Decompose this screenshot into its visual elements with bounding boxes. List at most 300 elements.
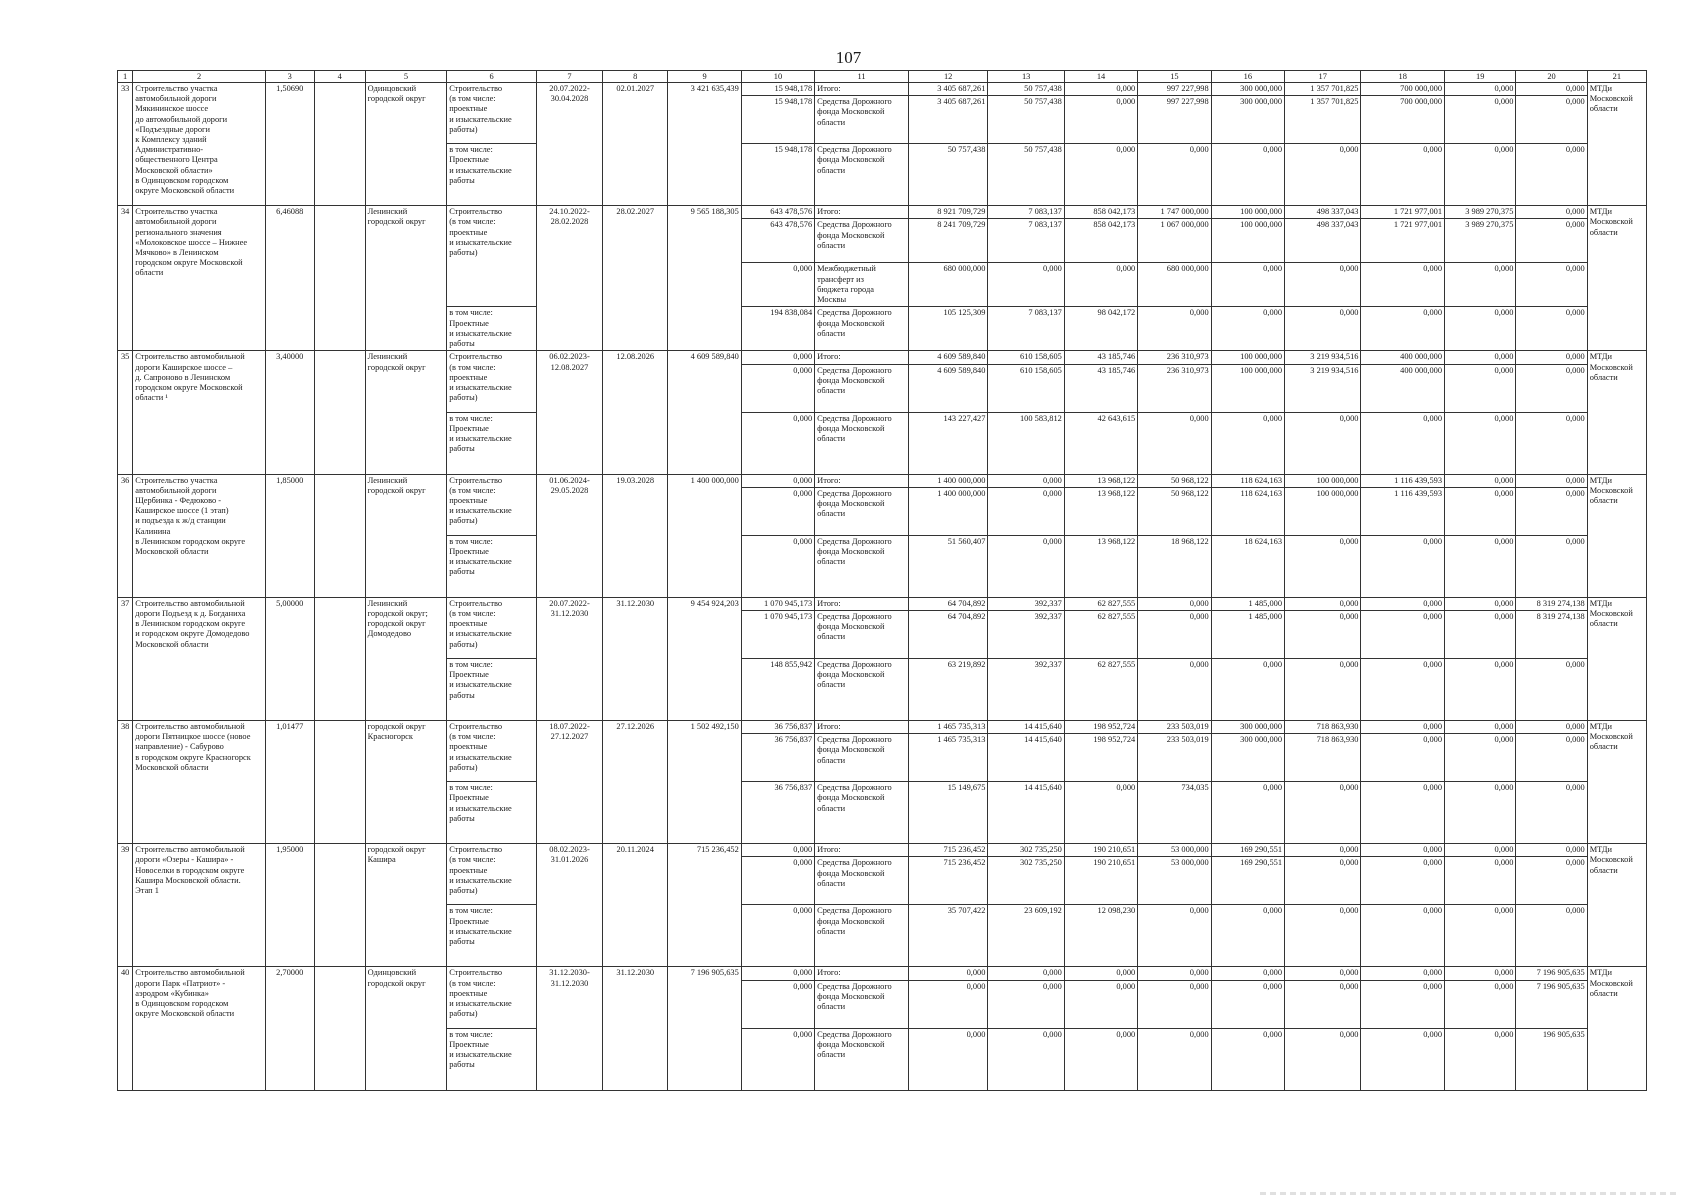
funding-source: Итого: (815, 351, 909, 364)
amount-cell: 0,000 (1516, 206, 1587, 219)
amount-cell: 50 757,438 (988, 144, 1064, 206)
amount-cell: 1 465 735,313 (908, 734, 988, 782)
amount-cell: 997 227,998 (1138, 96, 1211, 144)
table-row (118, 721, 1647, 734)
amount-cell: 0,000 (1211, 307, 1284, 351)
amount-cell: 0,000 (1445, 1028, 1516, 1090)
amount-cell: 0,000 (1516, 844, 1587, 857)
amount-cell: 169 290,551 (1211, 844, 1284, 857)
funded-before: 194 838,084 (741, 307, 814, 351)
funded-before: 0,000 (741, 967, 814, 980)
road-length: 1,85000 (265, 474, 314, 597)
column-number: 21 (1587, 71, 1646, 83)
customer: МТДи Московской области (1587, 967, 1646, 1090)
column-4 (314, 83, 365, 206)
work-type: Строительство (в том числе: проектные и изыскательские работы) (447, 844, 537, 905)
scan-artifact (1260, 1192, 1680, 1195)
amount-cell: 0,000 (1516, 364, 1587, 412)
amount-cell: 0,000 (1361, 144, 1445, 206)
amount-cell: 64 704,892 (908, 611, 988, 659)
funded-before: 0,000 (741, 474, 814, 487)
amount-cell: 300 000,000 (1211, 96, 1284, 144)
amount-cell: 3 219 934,516 (1285, 364, 1361, 412)
amount-cell: 0,000 (988, 1028, 1064, 1090)
funding-source: Средства Дорожного фонда Московской области (815, 96, 909, 144)
funding-source: Средства Дорожного фонда Московской области (815, 487, 909, 535)
amount-cell: 35 707,422 (908, 905, 988, 967)
funding-source: Средства Дорожного фонда Московской области (815, 412, 909, 474)
row-number: 39 (118, 844, 133, 967)
amount-cell: 0,000 (1445, 412, 1516, 474)
column-4 (314, 967, 365, 1090)
amount-cell: 0,000 (1138, 1028, 1211, 1090)
customer: МТДи Московской области (1587, 206, 1646, 351)
amount-cell: 0,000 (1445, 96, 1516, 144)
amount-cell: 0,000 (1516, 782, 1587, 844)
amount-cell: 300 000,000 (1211, 734, 1284, 782)
amount-cell: 400 000,000 (1361, 364, 1445, 412)
row-number: 35 (118, 351, 133, 474)
estimated-cost: 3 421 635,439 (668, 83, 741, 206)
work-type: в том числе: Проектные и изыскательские работы (447, 144, 537, 206)
funded-before: 0,000 (741, 412, 814, 474)
amount-cell: 13 968,122 (1064, 535, 1137, 597)
funded-before: 0,000 (741, 857, 814, 905)
amount-cell: 0,000 (1445, 611, 1516, 659)
implementation-period: 18.07.2022- 27.12.2027 (536, 721, 602, 844)
column-number: 9 (668, 71, 741, 83)
commissioning-date: 31.12.2030 (603, 597, 668, 720)
amount-cell: 4 609 589,840 (908, 364, 988, 412)
amount-cell: 8 319 274,138 (1516, 597, 1587, 610)
amount-cell: 0,000 (988, 263, 1064, 307)
object-name: Строительство автомобильной дороги «Озеры - Кашира» - Новоселки в городском округе Кашира Московской области. Этап 1 (133, 844, 266, 967)
amount-cell: 0,000 (1138, 144, 1211, 206)
amount-cell: 7 083,137 (988, 307, 1064, 351)
amount-cell: 0,000 (1516, 487, 1587, 535)
amount-cell: 0,000 (1516, 96, 1587, 144)
amount-cell: 3 405 687,261 (908, 96, 988, 144)
column-number: 8 (603, 71, 668, 83)
amount-cell: 0,000 (1516, 307, 1587, 351)
funding-source: Итого: (815, 474, 909, 487)
funded-before: 643 478,576 (741, 219, 814, 263)
amount-cell: 0,000 (1445, 307, 1516, 351)
amount-cell: 0,000 (1516, 905, 1587, 967)
investment-program-table (117, 70, 1647, 1091)
work-type: Строительство (в том числе: проектные и изыскательские работы) (447, 206, 537, 307)
funding-source: Итого: (815, 206, 909, 219)
amount-cell: 0,000 (908, 1028, 988, 1090)
amount-cell: 63 219,892 (908, 659, 988, 721)
amount-cell: 0,000 (1516, 219, 1587, 263)
funding-source: Итого: (815, 83, 909, 96)
customer: МТДи Московской области (1587, 844, 1646, 967)
funding-source: Итого: (815, 844, 909, 857)
amount-cell: 12 098,230 (1064, 905, 1137, 967)
amount-cell: 1 747 000,000 (1138, 206, 1211, 219)
amount-cell: 233 503,019 (1138, 734, 1211, 782)
table-row (118, 351, 1647, 364)
implementation-period: 06.02.2023- 12.08.2027 (536, 351, 602, 474)
amount-cell: 1 485,000 (1211, 597, 1284, 610)
column-number: 15 (1138, 71, 1211, 83)
funding-source: Средства Дорожного фонда Московской области (815, 1028, 909, 1090)
amount-cell: 100 000,000 (1285, 474, 1361, 487)
amount-cell: 100 000,000 (1211, 206, 1284, 219)
amount-cell: 0,000 (1361, 307, 1445, 351)
amount-cell: 105 125,309 (908, 307, 988, 351)
amount-cell: 0,000 (1445, 144, 1516, 206)
amount-cell: 0,000 (1211, 263, 1284, 307)
amount-cell: 0,000 (1516, 474, 1587, 487)
amount-cell: 858 042,173 (1064, 219, 1137, 263)
object-name: Строительство участка автомобильной дороги регионального значения «Молоковское шоссе – Нижнее Мячково» в Ленинском городском округе Московской области (133, 206, 266, 351)
amount-cell: 14 415,640 (988, 734, 1064, 782)
funded-before: 36 756,837 (741, 782, 814, 844)
amount-cell: 0,000 (1285, 659, 1361, 721)
commissioning-date: 02.01.2027 (603, 83, 668, 206)
amount-cell: 0,000 (1361, 721, 1445, 734)
table-row (118, 474, 1647, 487)
amount-cell: 7 196 905,635 (1516, 980, 1587, 1028)
amount-cell: 0,000 (1285, 144, 1361, 206)
commissioning-date: 12.08.2026 (603, 351, 668, 474)
amount-cell: 0,000 (1138, 412, 1211, 474)
district: Одинцовский городской округ (365, 83, 447, 206)
amount-cell: 0,000 (1445, 535, 1516, 597)
amount-cell: 118 624,163 (1211, 487, 1284, 535)
amount-cell: 0,000 (1361, 857, 1445, 905)
funding-source: Средства Дорожного фонда Московской области (815, 219, 909, 263)
amount-cell: 100 000,000 (1285, 487, 1361, 535)
amount-cell: 190 210,651 (1064, 857, 1137, 905)
amount-cell: 0,000 (1445, 905, 1516, 967)
amount-cell: 0,000 (908, 980, 988, 1028)
estimated-cost: 9 454 924,203 (668, 597, 741, 720)
amount-cell: 43 185,746 (1064, 364, 1137, 412)
amount-cell: 1 485,000 (1211, 611, 1284, 659)
funded-before: 1 070 945,173 (741, 597, 814, 610)
funded-before: 15 948,178 (741, 83, 814, 96)
object-name: Строительство автомобильной дороги Подъезд к д. Богданиха в Ленинском городском округе и городском округе Домодедово Московской области (133, 597, 266, 720)
amount-cell: 3 989 270,375 (1445, 219, 1516, 263)
funding-source: Средства Дорожного фонда Московской области (815, 980, 909, 1028)
amount-cell: 233 503,019 (1138, 721, 1211, 734)
amount-cell: 718 863,930 (1285, 734, 1361, 782)
amount-cell: 0,000 (1361, 611, 1445, 659)
amount-cell: 13 968,122 (1064, 487, 1137, 535)
amount-cell: 18 968,122 (1138, 535, 1211, 597)
amount-cell: 610 158,605 (988, 364, 1064, 412)
amount-cell: 0,000 (1361, 412, 1445, 474)
funded-before: 15 948,178 (741, 144, 814, 206)
district: городской округ Красногорск (365, 721, 447, 844)
amount-cell: 0,000 (1211, 1028, 1284, 1090)
column-number: 18 (1361, 71, 1445, 83)
amount-cell: 610 158,605 (988, 351, 1064, 364)
amount-cell: 0,000 (1445, 263, 1516, 307)
table-row (118, 597, 1647, 610)
amount-cell: 0,000 (1285, 412, 1361, 474)
amount-cell: 0,000 (1211, 412, 1284, 474)
amount-cell: 51 560,407 (908, 535, 988, 597)
row-number: 37 (118, 597, 133, 720)
work-type: Строительство (в том числе: проектные и изыскательские работы) (447, 967, 537, 1028)
amount-cell: 0,000 (1285, 535, 1361, 597)
column-4 (314, 474, 365, 597)
district: городской округ Кашира (365, 844, 447, 967)
amount-cell: 42 643,615 (1064, 412, 1137, 474)
work-type: в том числе: Проектные и изыскательские работы (447, 905, 537, 967)
amount-cell: 498 337,043 (1285, 206, 1361, 219)
amount-cell: 0,000 (1445, 83, 1516, 96)
amount-cell: 0,000 (1138, 980, 1211, 1028)
amount-cell: 0,000 (1138, 905, 1211, 967)
amount-cell: 0,000 (1445, 844, 1516, 857)
table-row (118, 844, 1647, 857)
column-number: 10 (741, 71, 814, 83)
amount-cell: 0,000 (1064, 83, 1137, 96)
amount-cell: 0,000 (1138, 659, 1211, 721)
column-4 (314, 597, 365, 720)
amount-cell: 1 357 701,825 (1285, 96, 1361, 144)
amount-cell: 0,000 (1516, 263, 1587, 307)
object-name: Строительство автомобильной дороги Парк «Патриот» - аэродром «Кубинка» в Одинцовском городском округе Московской области (133, 967, 266, 1090)
amount-cell: 0,000 (1361, 734, 1445, 782)
amount-cell: 3 405 687,261 (908, 83, 988, 96)
funding-source: Средства Дорожного фонда Московской области (815, 734, 909, 782)
funded-before: 36 756,837 (741, 734, 814, 782)
road-length: 5,00000 (265, 597, 314, 720)
amount-cell: 0,000 (908, 967, 988, 980)
estimated-cost: 4 609 589,840 (668, 351, 741, 474)
amount-cell: 0,000 (1285, 263, 1361, 307)
work-type: Строительство (в том числе: проектные и изыскательские работы) (447, 351, 537, 412)
amount-cell: 13 968,122 (1064, 474, 1137, 487)
amount-cell: 50 968,122 (1138, 474, 1211, 487)
amount-cell: 100 000,000 (1211, 219, 1284, 263)
column-number: 14 (1064, 71, 1137, 83)
estimated-cost: 7 196 905,635 (668, 967, 741, 1090)
amount-cell: 0,000 (1064, 980, 1137, 1028)
commissioning-date: 20.11.2024 (603, 844, 668, 967)
amount-cell: 0,000 (1516, 351, 1587, 364)
amount-cell: 0,000 (988, 535, 1064, 597)
column-number: 11 (815, 71, 909, 83)
amount-cell: 0,000 (1285, 980, 1361, 1028)
amount-cell: 734,035 (1138, 782, 1211, 844)
amount-cell: 0,000 (1516, 857, 1587, 905)
work-type: в том числе: Проектные и изыскательские работы (447, 782, 537, 844)
work-type: в том числе: Проектные и изыскательские работы (447, 412, 537, 474)
amount-cell: 0,000 (1138, 611, 1211, 659)
amount-cell: 50 757,438 (908, 144, 988, 206)
amount-cell: 98 042,172 (1064, 307, 1137, 351)
amount-cell: 302 735,250 (988, 857, 1064, 905)
amount-cell: 0,000 (1445, 857, 1516, 905)
commissioning-date: 28.02.2027 (603, 206, 668, 351)
amount-cell: 1 400 000,000 (908, 487, 988, 535)
amount-cell: 0,000 (988, 980, 1064, 1028)
funded-before: 0,000 (741, 487, 814, 535)
amount-cell: 0,000 (1445, 659, 1516, 721)
amount-cell: 0,000 (1445, 474, 1516, 487)
column-number: 16 (1211, 71, 1284, 83)
row-number: 33 (118, 83, 133, 206)
amount-cell: 0,000 (1361, 659, 1445, 721)
amount-cell: 0,000 (1361, 967, 1445, 980)
customer: МТДи Московской области (1587, 83, 1646, 206)
work-type: в том числе: Проектные и изыскательские работы (447, 1028, 537, 1090)
funding-source: Средства Дорожного фонда Московской области (815, 364, 909, 412)
amount-cell: 0,000 (1064, 967, 1137, 980)
amount-cell: 100 000,000 (1211, 351, 1284, 364)
amount-cell: 498 337,043 (1285, 219, 1361, 263)
amount-cell: 14 415,640 (988, 721, 1064, 734)
implementation-period: 31.12.2030- 31.12.2030 (536, 967, 602, 1090)
amount-cell: 0,000 (1285, 782, 1361, 844)
amount-cell: 0,000 (1064, 782, 1137, 844)
amount-cell: 392,337 (988, 611, 1064, 659)
amount-cell: 302 735,250 (988, 844, 1064, 857)
funding-source: Средства Дорожного фонда Московской области (815, 535, 909, 597)
amount-cell: 0,000 (1361, 263, 1445, 307)
amount-cell: 53 000,000 (1138, 857, 1211, 905)
amount-cell: 0,000 (1445, 721, 1516, 734)
amount-cell: 0,000 (1064, 96, 1137, 144)
amount-cell: 0,000 (1285, 1028, 1361, 1090)
amount-cell: 0,000 (1445, 351, 1516, 364)
amount-cell: 392,337 (988, 597, 1064, 610)
estimated-cost: 715 236,452 (668, 844, 741, 967)
amount-cell: 0,000 (1285, 857, 1361, 905)
funded-before: 1 070 945,173 (741, 611, 814, 659)
amount-cell: 50 757,438 (988, 96, 1064, 144)
amount-cell: 0,000 (988, 474, 1064, 487)
column-number: 7 (536, 71, 602, 83)
funded-before: 0,000 (741, 844, 814, 857)
amount-cell: 392,337 (988, 659, 1064, 721)
column-number: 17 (1285, 71, 1361, 83)
amount-cell: 143 227,427 (908, 412, 988, 474)
implementation-period: 20.07.2022- 30.04.2028 (536, 83, 602, 206)
amount-cell: 4 609 589,840 (908, 351, 988, 364)
work-type: Строительство (в том числе: проектные и изыскательские работы) (447, 597, 537, 658)
funded-before: 0,000 (741, 980, 814, 1028)
amount-cell: 0,000 (1211, 980, 1284, 1028)
work-type: Строительство (в том числе: проектные и изыскательские работы) (447, 721, 537, 782)
amount-cell: 3 989 270,375 (1445, 206, 1516, 219)
funded-before: 0,000 (741, 905, 814, 967)
amount-cell: 0,000 (1445, 487, 1516, 535)
amount-cell: 0,000 (1361, 1028, 1445, 1090)
amount-cell: 0,000 (1516, 734, 1587, 782)
amount-cell: 0,000 (1516, 412, 1587, 474)
amount-cell: 236 310,973 (1138, 351, 1211, 364)
amount-cell: 997 227,998 (1138, 83, 1211, 96)
amount-cell: 0,000 (1361, 597, 1445, 610)
work-type: в том числе: Проектные и изыскательские работы (447, 659, 537, 721)
column-number: 2 (133, 71, 266, 83)
amount-cell: 0,000 (1445, 364, 1516, 412)
road-length: 3,40000 (265, 351, 314, 474)
amount-cell: 0,000 (1445, 782, 1516, 844)
funding-source: Итого: (815, 597, 909, 610)
column-number: 12 (908, 71, 988, 83)
district: Ленинский городской округ (365, 206, 447, 351)
district: Одинцовский городской округ (365, 967, 447, 1090)
amount-cell: 0,000 (1211, 967, 1284, 980)
road-length: 2,70000 (265, 967, 314, 1090)
road-length: 1,95000 (265, 844, 314, 967)
amount-cell: 0,000 (1361, 782, 1445, 844)
column-number: 20 (1516, 71, 1587, 83)
amount-cell: 1 357 701,825 (1285, 83, 1361, 96)
amount-cell: 0,000 (1211, 659, 1284, 721)
amount-cell: 700 000,000 (1361, 96, 1445, 144)
column-number: 19 (1445, 71, 1516, 83)
column-number: 3 (265, 71, 314, 83)
amount-cell: 1 721 977,001 (1361, 206, 1445, 219)
amount-cell: 0,000 (1285, 905, 1361, 967)
funded-before: 0,000 (741, 263, 814, 307)
funded-before: 0,000 (741, 535, 814, 597)
amount-cell: 1 465 735,313 (908, 721, 988, 734)
funding-source: Средства Дорожного фонда Московской области (815, 905, 909, 967)
table-row (118, 206, 1647, 219)
amount-cell: 0,000 (1445, 967, 1516, 980)
funding-source: Средства Дорожного фонда Московской области (815, 782, 909, 844)
amount-cell: 858 042,173 (1064, 206, 1137, 219)
implementation-period: 24.10.2022- 28.02.2028 (536, 206, 602, 351)
funding-source: Средства Дорожного фонда Московской области (815, 611, 909, 659)
amount-cell: 0,000 (1064, 1028, 1137, 1090)
amount-cell: 0,000 (1445, 597, 1516, 610)
customer: МТДи Московской области (1587, 474, 1646, 597)
commissioning-date: 19.03.2028 (603, 474, 668, 597)
column-number: 5 (365, 71, 447, 83)
amount-cell: 0,000 (1361, 905, 1445, 967)
row-number: 40 (118, 967, 133, 1090)
implementation-period: 01.06.2024- 29.05.2028 (536, 474, 602, 597)
district: Ленинский городской округ; городской округ Домодедово (365, 597, 447, 720)
amount-cell: 0,000 (1064, 144, 1137, 206)
amount-cell: 8 319 274,138 (1516, 611, 1587, 659)
amount-cell: 700 000,000 (1361, 83, 1445, 96)
funded-before: 15 948,178 (741, 96, 814, 144)
column-number: 13 (988, 71, 1064, 83)
row-number: 38 (118, 721, 133, 844)
amount-cell: 18 624,163 (1211, 535, 1284, 597)
estimated-cost: 9 565 188,305 (668, 206, 741, 351)
implementation-period: 08.02.2023- 31.01.2026 (536, 844, 602, 967)
amount-cell: 300 000,000 (1211, 83, 1284, 96)
amount-cell: 50 757,438 (988, 83, 1064, 96)
row-number: 34 (118, 206, 133, 351)
commissioning-date: 27.12.2026 (603, 721, 668, 844)
commissioning-date: 31.12.2030 (603, 967, 668, 1090)
column-4 (314, 351, 365, 474)
amount-cell: 1 400 000,000 (908, 474, 988, 487)
amount-cell: 190 210,651 (1064, 844, 1137, 857)
amount-cell: 1 067 000,000 (1138, 219, 1211, 263)
object-name: Строительство участка автомобильной дороги Мякининское шоссе до автомобильной дороги «Подъездные дороги к Комплексу зданий Административно- общественного Центра Московской области» в Одинцовском городском округе Московской области (133, 83, 266, 206)
object-name: Строительство автомобильной дороги Пятницкое шоссе (новое направление) - Сабурово в городском округе Красногорск Московской области (133, 721, 266, 844)
funding-source: Итого: (815, 721, 909, 734)
customer: МТДи Московской области (1587, 597, 1646, 720)
estimated-cost: 1 502 492,150 (668, 721, 741, 844)
